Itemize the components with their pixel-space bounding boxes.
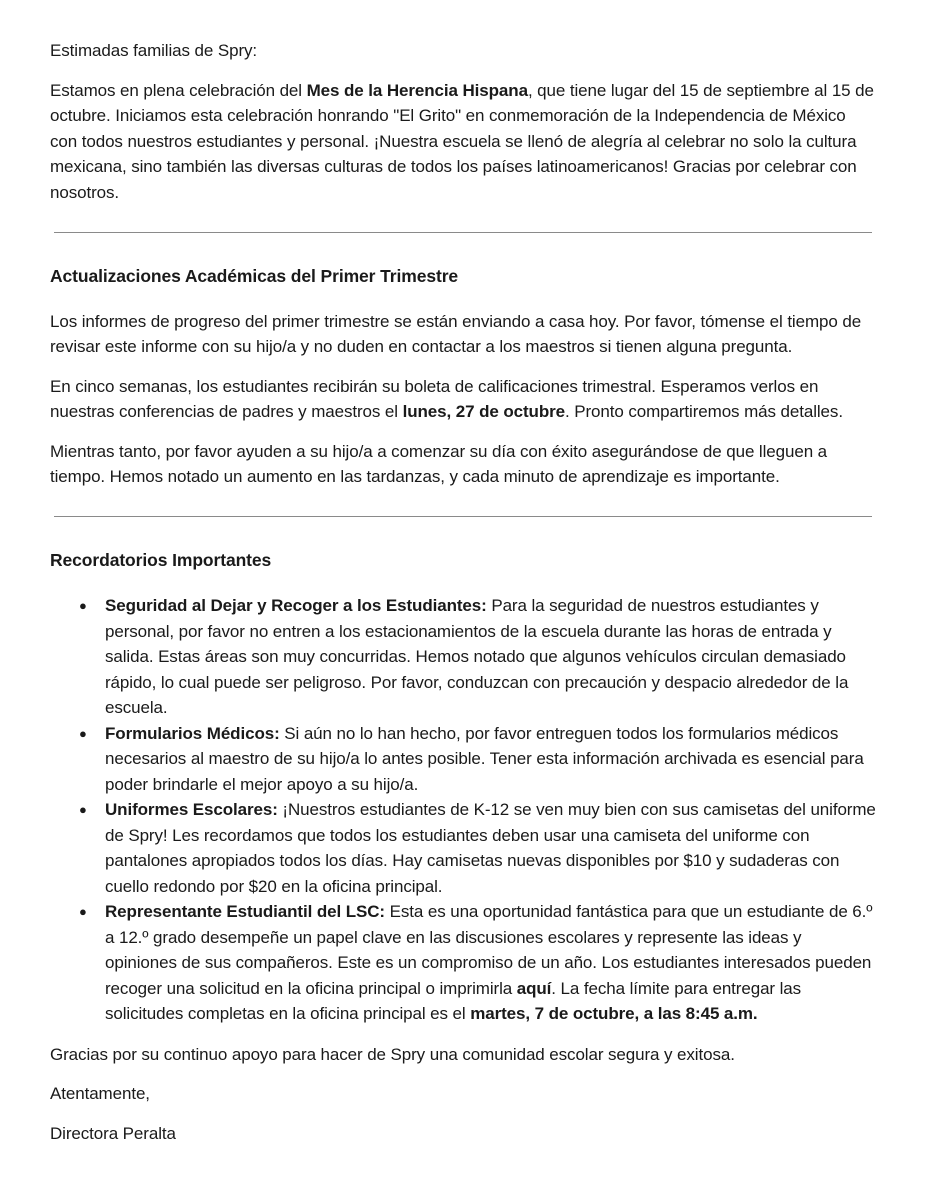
application-link[interactable]: aquí [516,978,552,998]
closing-paragraph: Gracias por su continuo apoyo para hacer de Spry una comunidad escolar segura y exitosa. [50,1044,735,1064]
reminder-text: Esta es una oportunidad fantástica para que un estudiante de 6.º a 12.º grado desempeñe un papel clave en las discusiones escolares y represente las ideas y opiniones de sus compañeros. Este es un compromiso de un año. Los estudiantes interesados pueden recoger una solicitud en la oficina principal o imprimirla [105,902,873,998]
academic-heading: Actualizaciones Académicas del Primer Trimestre [50,266,459,286]
report-card-text-end: . Pronto compartiremos más detalles. [564,402,843,421]
bullet-icon: ● [79,904,87,919]
intro-text-end: , que tiene lugar del 15 de septiembre al 15 de octubre. Iniciamos esta celebración honrando "El Grito" en conmemoración de la Independencia de México con todos nuestros estudiantes y personal. ¡Nuestra escuela se llenó de alegría al celebrar no solo la cultura mexicana, sino también las diversas culturas de todos los países latinoamericanos! Gracias por celebrar con nosotros. [50,80,874,202]
intro-text-start: Estamos en plena celebración del [50,80,307,100]
greeting: Estimadas familias de Spry: [50,41,258,60]
reminder-title: Seguridad al Dejar y Recoger a los Estudiantes: [105,596,487,615]
intro-paragraph [50,78,876,206]
reminder-text: . La fecha límite para entregar las solicitudes completas en la oficina principal es el [105,978,802,1023]
progress-reports-paragraph: Los informes de progreso del primer trimestre se están enviando a casa hoy. Por favor, tómense el tiempo de revisar este informe con su hijo/a y no duden en contactar a los maestros si tienen alguna pregunta. [50,311,862,356]
tardiness-paragraph: Mientras tanto, por favor ayuden a su hijo/a a comenzar su día con éxito asegurándose de que lleguen a tiempo. Hemos notado un aumento en las tardanzas, y cada minuto de aprendizaje es importante. [50,441,828,486]
section-divider [54,232,872,233]
letter-page [50,38,876,1146]
section-divider [54,516,872,517]
bullet-icon: ● [79,598,87,613]
hispanic-heritage-month: Mes de la Herencia Hispana [306,80,528,100]
reminder-title: Uniformes Escolares: [105,800,278,819]
reminder-title: Representante Estudiantil del LSC: [105,902,385,921]
signature: Directora Peralta [50,1123,176,1143]
reminder-title: Formularios Médicos: [105,723,280,743]
list-item [79,721,876,798]
reminder-text: Si aún no lo han hecho, por favor entreguen todos los formularios médicos necesarios al maestro de su hijo/a lo antes posible. Tener esta información archivada es esencial para poder brindarle el mejor apoyo a su hijo/a. [105,723,864,794]
deadline-date: martes, 7 de octubre, a las 8:45 a.m. [470,1004,758,1023]
report-card-paragraph [50,374,876,425]
conference-date: lunes, 27 de octubre [402,402,565,421]
signoff: Atentamente, [50,1084,150,1103]
reminders-heading: Recordatorios Importantes [50,549,272,570]
list-item [79,593,876,721]
bullet-icon: ● [79,802,87,817]
list-item [79,797,876,899]
reminder-text: Para la seguridad de nuestros estudiantes y personal, por favor no entren a los estacionamientos de la escuela durante las horas de entrada y salida. Estas áreas son muy concurridas. Hemos notado que algunos vehículos circulan demasiado rápido, lo cual puede ser peligroso. Por favor, conduzcan con precaución y despacio alrededor de la escuela. [105,596,849,717]
reminder-text: ¡Nuestros estudiantes de K-12 se ven muy bien con sus camisetas del uniforme de Spry! Les recordamos que todos los estudiantes deben usar una camiseta del uniforme con pantalones apropiados todos los días. Hay camisetas nuevas disponibles por $10 y sudaderas con cuello redondo por $20 en la oficina principal. [105,800,876,896]
list-item [79,899,876,1027]
report-card-text-start: En cinco semanas, los estudiantes recibirán su boleta de calificaciones trimestral. Esperamos verlos en nuestras conferencias de padres y maestros el [50,376,819,421]
bullet-icon: ● [79,725,87,741]
reminders-list [50,593,876,1027]
